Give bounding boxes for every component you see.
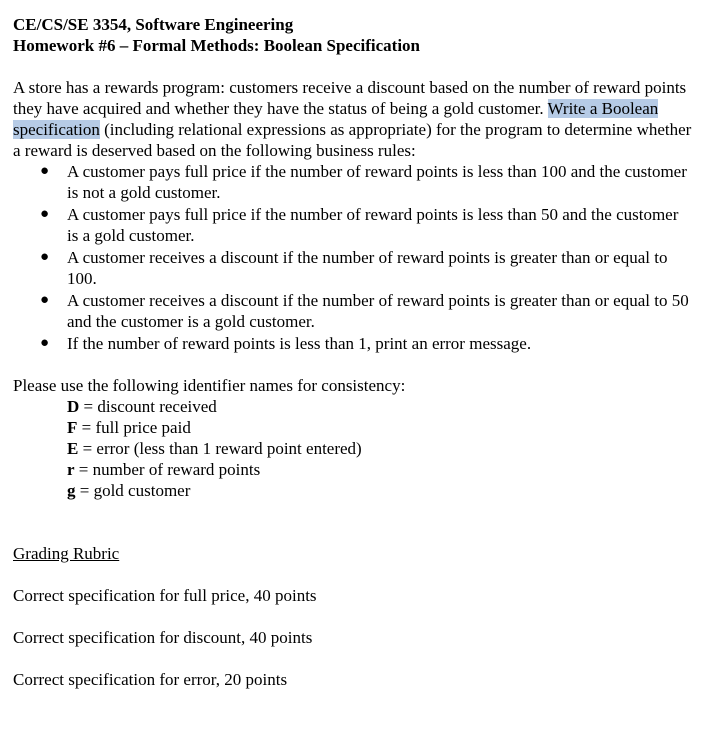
identifier-symbol: r	[67, 460, 75, 479]
identifier-item	[67, 438, 693, 459]
intro-text-before: A store has a rewards program: customers receive a discount based on the number of reward points they have acquired and whether they have the status of being a gold customer.	[13, 78, 687, 118]
identifier-meaning: = gold customer	[75, 481, 191, 500]
course-title: CE/CS/SE 3354, Software Engineering	[13, 15, 294, 34]
rule-text: A customer pays full price if the number of reward points is less than 50 and the customer is a gold customer.	[67, 205, 679, 245]
identifier-item	[67, 417, 693, 438]
rubric-item: Correct specification for discount, 40 points	[13, 628, 313, 647]
identifier-meaning: = error (less than 1 reward point entered)	[78, 439, 362, 458]
bullet-icon: ●	[40, 335, 50, 351]
rule-text: A customer pays full price if the number of reward points is less than 100 and the customer is not a gold customer.	[67, 162, 687, 202]
identifier-item	[67, 459, 693, 480]
bullet-icon: ●	[40, 249, 50, 265]
document-page	[13, 14, 693, 690]
identifiers-intro: Please use the following identifier names for consistency:	[13, 376, 406, 395]
identifier-meaning: = discount received	[79, 397, 217, 416]
identifier-symbol: E	[67, 439, 79, 458]
identifiers-list	[13, 396, 693, 501]
identifier-symbol: D	[67, 397, 80, 416]
assignment-title: Homework #6 – Formal Methods: Boolean Specification	[13, 36, 421, 55]
highlighted-text[interactable]: Write a Boolean specification	[13, 99, 659, 139]
rule-text: If the number of reward points is less than 1, print an error message.	[67, 334, 532, 353]
list-item	[13, 333, 693, 354]
bullet-icon: ●	[40, 292, 50, 308]
list-item	[13, 290, 693, 332]
identifier-meaning: = full price paid	[77, 418, 191, 437]
intro-paragraph	[13, 77, 693, 161]
intro-text-after: (including relational expressions as appropriate) for the program to determine whether a reward is deserved based on the following business rules:	[13, 120, 692, 160]
identifier-meaning: = number of reward points	[74, 460, 261, 479]
bullet-icon: ●	[40, 206, 50, 222]
bullet-icon: ●	[40, 163, 50, 179]
rubric-item: Correct specification for error, 20 points	[13, 670, 288, 689]
business-rules-list	[13, 161, 693, 354]
list-item	[13, 161, 693, 203]
identifier-symbol: F	[67, 418, 78, 437]
rubric-title: Grading Rubric	[13, 544, 120, 563]
rule-text: A customer receives a discount if the number of reward points is greater than or equal to 100.	[67, 248, 668, 288]
rubric-item: Correct specification for full price, 40 points	[13, 586, 317, 605]
identifier-item	[67, 396, 693, 417]
identifier-symbol: g	[67, 481, 76, 500]
rule-text: A customer receives a discount if the number of reward points is greater than or equal to 50 and the customer is a gold customer.	[67, 291, 689, 331]
list-item	[13, 204, 693, 246]
list-item	[13, 247, 693, 289]
identifier-item	[67, 480, 693, 501]
